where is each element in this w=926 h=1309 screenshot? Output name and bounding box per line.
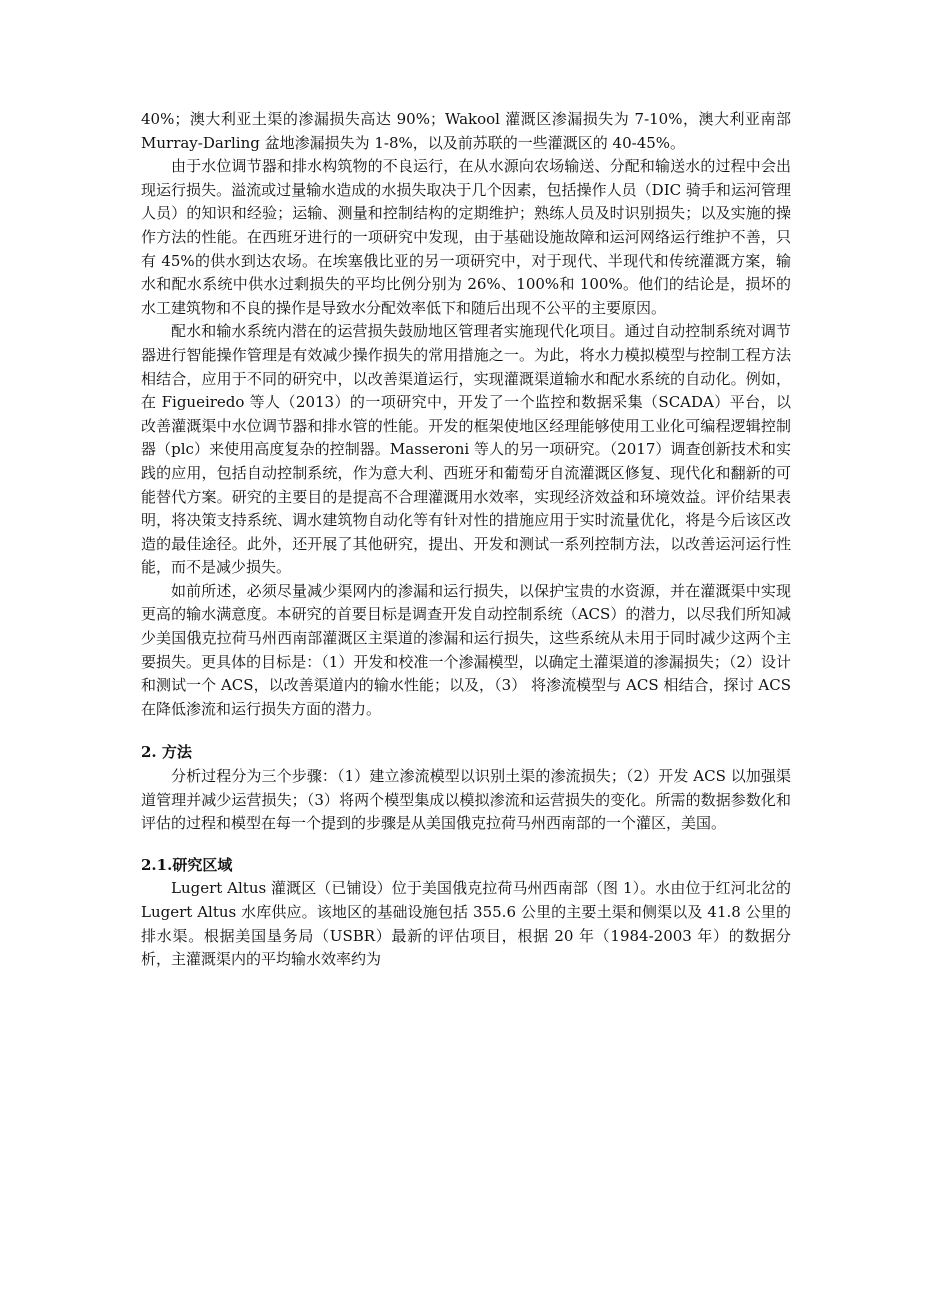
section-spacer — [141, 721, 791, 741]
paragraph-objectives: 如前所述，必须尽量减少渠网内的渗漏和运行损失，以保护宝贵的水资源，并在灌溉渠中实现更高的输水满意度。本研究的首要目标是调查开发自动控制系统（ACS）的潜力，以尽我们所知减少美国俄克拉荷马州西南部灌溉区主渠道的渗漏和运行损失，这些系统从未用于同时减少这两个主要损失。更具体的目标是：（1）开发和校准一个渗漏模型，以确定土灌渠道的渗漏损失；（2）设计和测试一个 ACS，以改善渠道内的输水性能；以及，（3） 将渗流模型与 ACS 相结合，探讨 ACS 在降低渗流和运行损失方面的潜力。 — [141, 581, 791, 718]
paragraph-operational-losses: 由于水位调节器和排水构筑物的不良运行，在从水源向农场输送、分配和输送水的过程中会出现运行损失。溢流或过量输水造成的水损失取决于几个因素，包括操作人员（DIC 骑手和运河管理人员）的知识和经验；运输、测量和控制结构的定期维护；熟练人员及时识别损失；以及实施的操作方法的性能。在西班牙进行的一项研究中发现，由于基础设施故障和运河网络运行维护不善，只有 45%的供水到达农场。在埃塞俄比亚的另一项研究中，对于现代、半现代和传统灌溉方案，输水和配水系统中供水过剩损失的平均比例分别为 26%、100%和 100%。他们的结论是，损坏的水工建筑物和不良的操作是导致水分配效率低下和随后出现不公平的主要原因。 — [141, 157, 791, 317]
paragraph-methods: 分析过程分为三个步骤：（1）建立渗流模型以识别土渠的渗流损失；（2）开发 ACS 以加强渠道管理并减少运营损失；（3）将两个模型集成以模拟渗流和运营损失的变化。所需的数据参数化和评估的过程和模型在每一个提到的步骤是从美国俄克拉荷马州西南部的一个灌区，美国。 — [141, 767, 791, 833]
section-spacer — [141, 836, 791, 854]
section-heading-methods: 2. 方法 — [141, 743, 192, 762]
paragraph-intro-continuation: 40%；澳大利亚土渠的渗漏损失高达 90%；Wakool 灌溉区渗漏损失为 7-10%，澳大利亚南部 Murray-Darling 盆地渗漏损失为 1-8%，以及前苏联的一些灌溉区的 40-45%。 — [141, 110, 791, 152]
document-page — [141, 108, 791, 972]
paragraph-study-area: Lugert Altus 灌溉区（已铺设）位于美国俄克拉荷马州西南部（图 1）。水由位于红河北岔的 Lugert Altus 水库供应。该地区的基础设施包括 355.6 公里的主要土渠和侧渠以及 41.8 公里的排水渠。根据美国垦务局（USBR）最新的评估项目，根据 20 年（1984-2003 年）的数据分析，主灌溉渠内的平均输水效率约为 — [141, 879, 791, 969]
paragraph-modernization: 配水和输水系统内潜在的运营损失鼓励地区管理者实施现代化项目。通过自动控制系统对调节器进行智能操作管理是有效减少操作损失的常用措施之一。为此，将水力模拟模型与控制工程方法相结合，应用于不同的研究中，以改善渠道运行，实现灌溉渠道输水和配水系统的自动化。例如，在 Figueiredo 等人（2013）的一项研究中，开发了一个监控和数据采集（SCADA）平台，以改善灌溉渠中水位调节器和排水管的性能。开发的框架使地区经理能够使用工业化可编程逻辑控制器（plc）来使用高度复杂的控制器。Masseroni 等人的另一项研究。（2017）调查创新技术和实践的应用，包括自动控制系统，作为意大利、西班牙和葡萄牙自流灌溉区修复、现代化和翻新的可能替代方案。研究的主要目的是提高不合理灌溉用水效率，实现经济效益和环境效益。评价结果表明，将决策支持系统、调水建筑物自动化等有针对性的措施应用于实时流量优化，将是今后该区改造的最佳途径。此外，还开展了其他研究，提出、开发和测试一系列控制方法，以改善运河运行性能，而不是减少损失。 — [141, 322, 791, 577]
section-heading-study-area: 2.1.研究区域 — [141, 855, 233, 874]
